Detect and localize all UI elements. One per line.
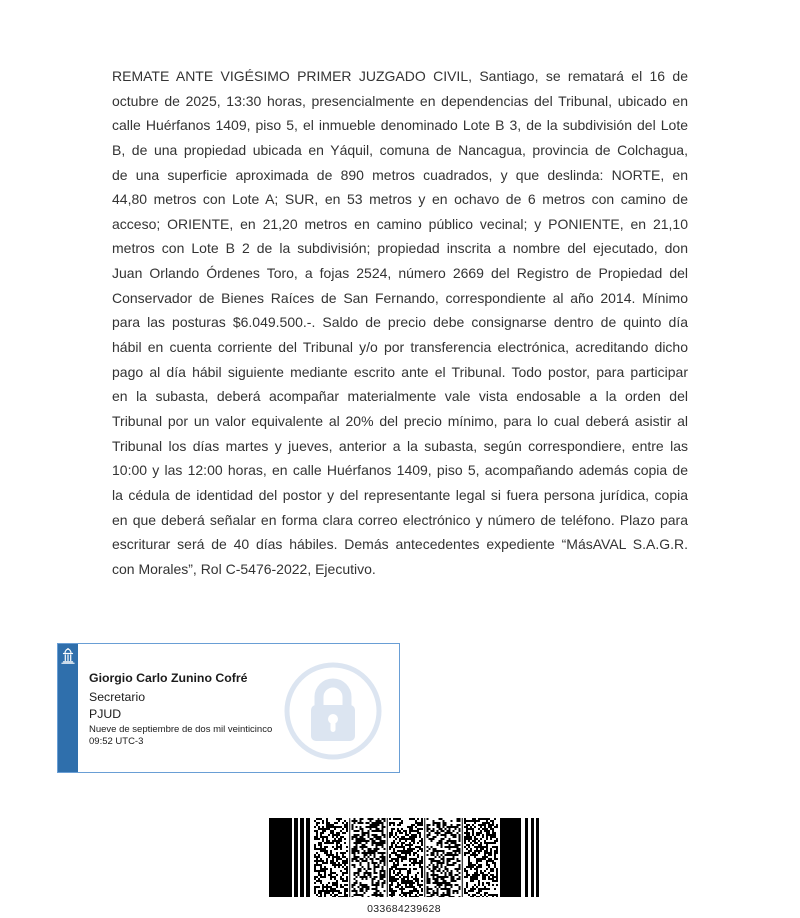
notice-line: hábil en cuenta corriente del Tribunal y/o por transferencia electrónica, acreditando dicho [112, 339, 688, 356]
notice-line: Tribunal por un valor equivalente al 20% del precio mínimo, para lo cual deberá asistir al [112, 412, 688, 429]
notice-line: en la subasta, deberá acompañar materialmente vale vista endosable a la orden del [112, 388, 688, 405]
notice-line: para las posturas $6.049.500.-. Saldo de precio debe consignarse dentro de quinto día [112, 314, 688, 331]
padlock-icon [283, 661, 383, 761]
notice-line: Tribunal los días martes y jueves, anterior a la subasta, según correspondiere, entre las [112, 437, 688, 454]
signer-name: Giorgio Carlo Zunino Cofré [89, 671, 248, 685]
auction-notice-text [112, 64, 688, 581]
notice-line: REMATE ANTE VIGÉSIMO PRIMER JUZGADO CIVIL, Santiago, se rematará el 16 de [112, 68, 688, 84]
signature-time: 09:52 UTC-3 [89, 736, 144, 747]
signer-institution: PJUD [89, 707, 122, 721]
barcode [269, 818, 539, 915]
barcode-image [269, 818, 539, 897]
notice-line: 44,80 metros con Lote A; SUR, en 53 metros y en ochavo de 6 metros con camino de [112, 191, 688, 208]
signature-date: Nueve de septiembre de dos mil veinticinco [89, 724, 273, 735]
notice-line: acceso; ORIENTE, en 21,20 metros en camino público vecinal; y PONIENTE, en 21,10 [112, 215, 688, 232]
notice-line: escriturar será de 40 días hábiles. Demás antecedentes expediente “MásAVAL S.A.G.R. [112, 536, 688, 553]
notice-line: Conservador de Bienes Raíces de San Fernando, correspondiente al año 2014. Mínimo [112, 289, 688, 306]
notice-line: pago al día hábil siguiente mediante escrito ante el Tribunal. Todo postor, para participar [112, 363, 688, 380]
notice-line: 10:00 y las 12:00 horas, en calle Huérfanos 1409, piso 5, acompañando además copia de [112, 462, 688, 479]
barcode-number: 033684239628 [367, 903, 441, 915]
notice-line: calle Huérfanos 1409, piso 5, el inmueble denominado Lote B 3, de la subdivisión del Lote [112, 117, 688, 134]
notice-line: Juan Orlando Órdenes Toro, a fojas 2524, número 2669 del Registro de Propiedad del [112, 265, 688, 282]
notice-line: B, de una propiedad ubicada en Yáquil, comuna de Nancagua, provincia de Colchagua, [112, 141, 688, 158]
notice-line: en que deberá señalar en forma clara correo electrónico y número de teléfono. Plazo para [112, 511, 688, 528]
signature-stamp [57, 643, 400, 773]
notice-line: la cédula de identidad del postor y del representante legal si fuera persona jurídica, copia [112, 486, 688, 503]
notice-line: metros con Lote B 2 de la subdivisión; propiedad inscrita a nombre del ejecutado, don [112, 240, 688, 257]
signature-stamp-sidebar [58, 644, 78, 772]
notice-line: octubre de 2025, 13:30 horas, presencialmente en dependencias del Tribunal, ubicado en [112, 92, 688, 109]
signer-role: Secretario [89, 690, 146, 704]
notice-line: de una superficie aproximada de 890 metros cuadrados, y que deslinda: NORTE, en [112, 166, 688, 183]
notice-line: con Morales”, Rol C-5476-2022, Ejecutivo. [112, 560, 376, 577]
